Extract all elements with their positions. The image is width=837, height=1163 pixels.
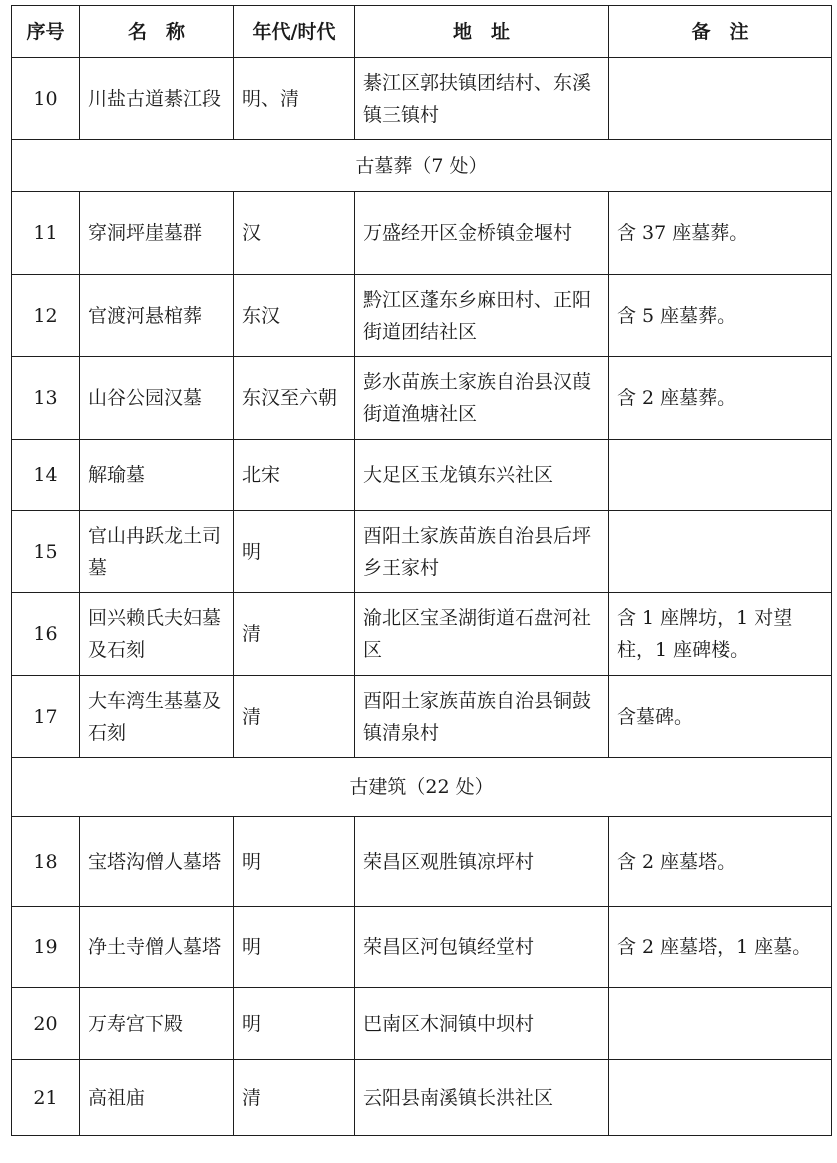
row-address: 酉阳土家族苗族自治县后坪乡王家村	[355, 511, 609, 593]
row-name: 万寿宫下殿	[80, 988, 234, 1060]
row-name: 解瑜墓	[80, 440, 234, 511]
row-era: 明	[234, 907, 355, 988]
row-note: 含 2 座墓塔。	[609, 817, 832, 907]
row-note	[609, 1060, 832, 1136]
row-number: 10	[12, 58, 80, 140]
row-number: 15	[12, 511, 80, 593]
row-note: 含墓碑。	[609, 676, 832, 758]
row-number: 18	[12, 817, 80, 907]
row-note	[609, 988, 832, 1060]
table-row	[12, 440, 832, 511]
row-era: 清	[234, 1060, 355, 1136]
row-address: 荣昌区观胜镇凉坪村	[355, 817, 609, 907]
row-address: 彭水苗族土家族自治县汉葭街道渔塘社区	[355, 357, 609, 440]
row-address: 黔江区蓬东乡麻田村、正阳街道团结社区	[355, 275, 609, 357]
row-name: 官渡河悬棺葬	[80, 275, 234, 357]
row-number: 17	[12, 676, 80, 758]
row-era: 清	[234, 593, 355, 676]
row-note: 含 2 座墓葬。	[609, 357, 832, 440]
table-row	[12, 511, 832, 593]
table-row	[12, 192, 832, 275]
row-name: 高祖庙	[80, 1060, 234, 1136]
row-era: 清	[234, 676, 355, 758]
header-row	[12, 6, 832, 58]
section-title: 古建筑（22 处）	[12, 758, 832, 817]
row-note: 含 5 座墓葬。	[609, 275, 832, 357]
section-row	[12, 758, 832, 817]
section-row	[12, 140, 832, 192]
row-name: 官山冉跃龙土司墓	[80, 511, 234, 593]
row-era: 汉	[234, 192, 355, 275]
row-name: 净土寺僧人墓塔	[80, 907, 234, 988]
row-address: 云阳县南溪镇长洪社区	[355, 1060, 609, 1136]
row-era: 东汉	[234, 275, 355, 357]
row-address: 巴南区木洞镇中坝村	[355, 988, 609, 1060]
row-note: 含 2 座墓塔，1 座墓。	[609, 907, 832, 988]
table-row	[12, 817, 832, 907]
row-era: 北宋	[234, 440, 355, 511]
row-address: 酉阳土家族苗族自治县铜鼓镇清泉村	[355, 676, 609, 758]
table-row	[12, 1060, 832, 1136]
row-address: 渝北区宝圣湖街道石盘河社区	[355, 593, 609, 676]
row-number: 20	[12, 988, 80, 1060]
row-note: 含 37 座墓葬。	[609, 192, 832, 275]
row-number: 21	[12, 1060, 80, 1136]
row-era: 明	[234, 511, 355, 593]
row-note	[609, 511, 832, 593]
row-name: 宝塔沟僧人墓塔	[80, 817, 234, 907]
header-address: 地 址	[355, 6, 609, 58]
row-name: 川盐古道綦江段	[80, 58, 234, 140]
row-era: 明、清	[234, 58, 355, 140]
row-address: 万盛经开区金桥镇金堰村	[355, 192, 609, 275]
table-row	[12, 275, 832, 357]
row-note	[609, 440, 832, 511]
header-era: 年代/时代	[234, 6, 355, 58]
row-name: 山谷公园汉墓	[80, 357, 234, 440]
row-note: 含 1 座牌坊，1 对望柱，1 座碑楼。	[609, 593, 832, 676]
row-name: 大车湾生基墓及石刻	[80, 676, 234, 758]
section-title: 古墓葬（7 处）	[12, 140, 832, 192]
row-number: 12	[12, 275, 80, 357]
row-address: 綦江区郭扶镇团结村、东溪镇三镇村	[355, 58, 609, 140]
row-name: 回兴赖氏夫妇墓及石刻	[80, 593, 234, 676]
row-number: 13	[12, 357, 80, 440]
table-row	[12, 676, 832, 758]
table-row	[12, 907, 832, 988]
row-number: 16	[12, 593, 80, 676]
header-name: 名 称	[80, 6, 234, 58]
row-address: 大足区玉龙镇东兴社区	[355, 440, 609, 511]
row-name: 穿洞坪崖墓群	[80, 192, 234, 275]
row-era: 明	[234, 988, 355, 1060]
row-number: 14	[12, 440, 80, 511]
heritage-table	[11, 5, 832, 1136]
row-number: 11	[12, 192, 80, 275]
row-number: 19	[12, 907, 80, 988]
header-note: 备 注	[609, 6, 832, 58]
table-row	[12, 357, 832, 440]
row-era: 东汉至六朝	[234, 357, 355, 440]
row-address: 荣昌区河包镇经堂村	[355, 907, 609, 988]
table-row	[12, 988, 832, 1060]
table-row	[12, 593, 832, 676]
table-row	[12, 58, 832, 140]
header-number: 序号	[12, 6, 80, 58]
row-era: 明	[234, 817, 355, 907]
row-note	[609, 58, 832, 140]
